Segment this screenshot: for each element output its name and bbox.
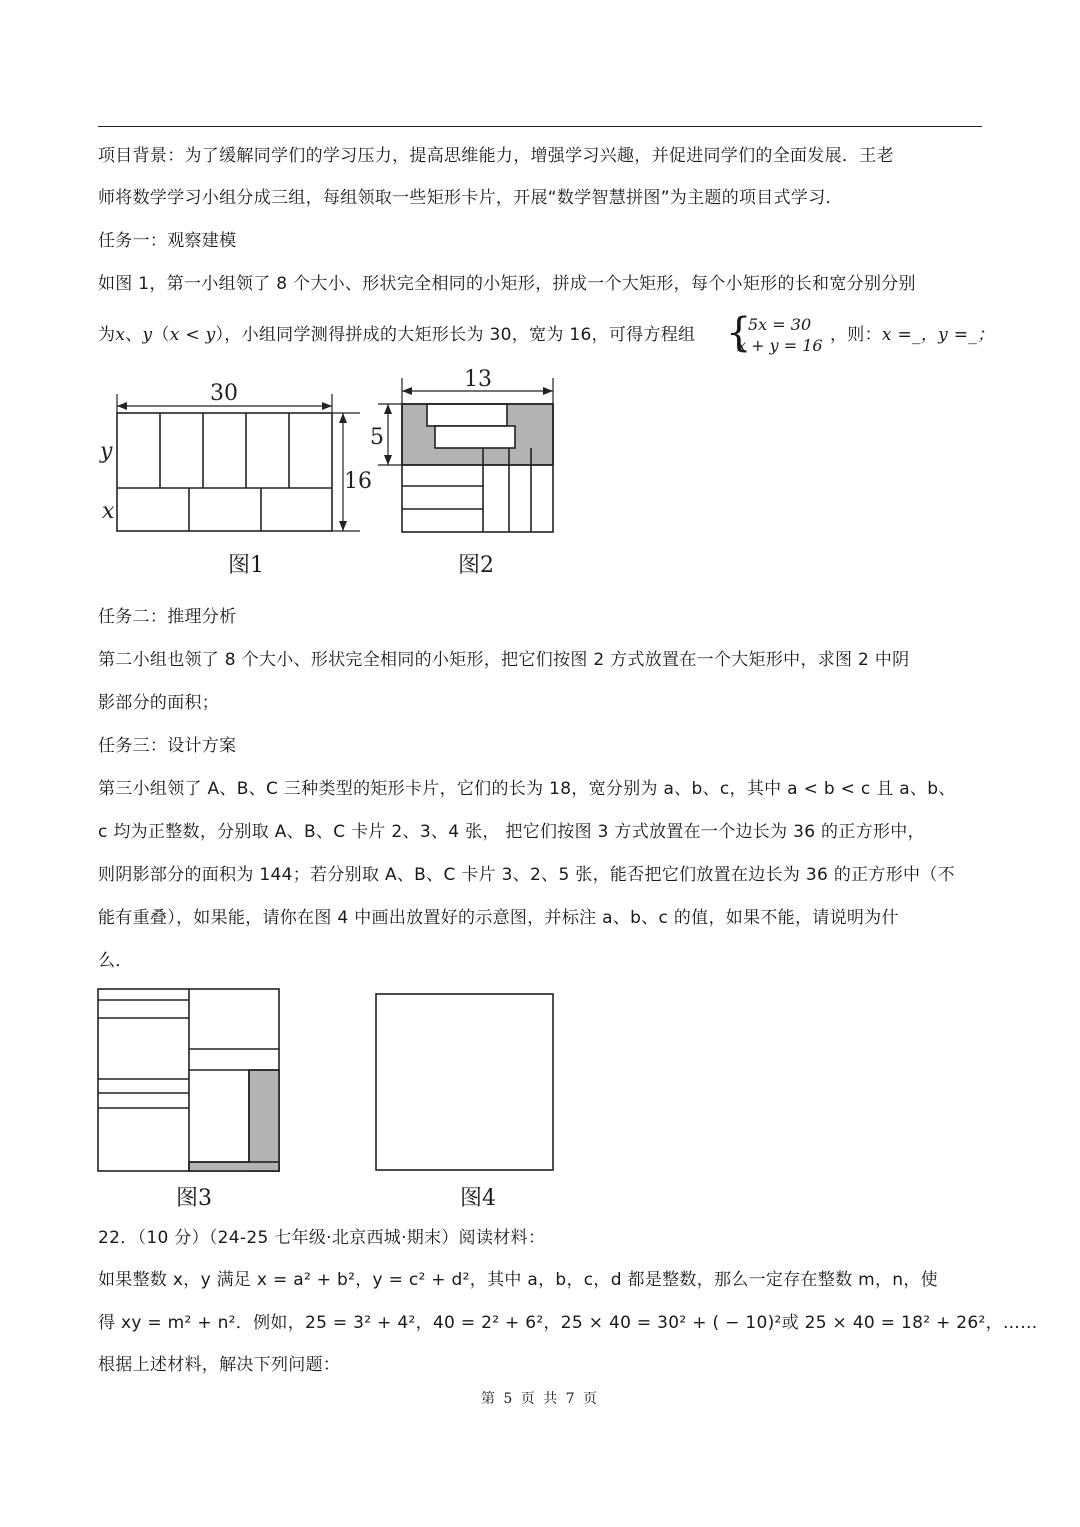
paragraph-task1-2: 为x、y（x < y），小组同学测得拼成的大矩形长为 30，宽为 16，可得方程组 [98, 325, 696, 345]
paragraph-task1-1: 如图 1，第一小组领了 8 个大小、形状完全相同的小矩形，拼成一个大矩形，每个小矩形的长和宽分别分别 [98, 274, 916, 294]
figure-4 [374, 992, 556, 1172]
fig4-caption: 图4 [460, 1186, 496, 1211]
fig1-x-label: x [102, 499, 115, 524]
fig1-outer-rect [117, 413, 332, 531]
paragraph-task2-2: 影部分的面积； [98, 693, 220, 713]
equation-2: x + y = 16 [737, 336, 823, 355]
fig3-shaded-right [249, 1070, 279, 1171]
fig1-height-label: 16 [344, 469, 372, 494]
fig2-height-label: 5 [370, 425, 384, 450]
page-footer: 第 5 页 共 7 页 [480, 1391, 600, 1407]
figure-3 [96, 986, 282, 1176]
answer-blanks: ，则：x =_，y =_； [830, 325, 995, 345]
paragraph-task3-5: 么． [98, 951, 133, 971]
question-22-title: 22．（10 分）（24-25 七年级·北京西城·期末）阅读材料： [98, 1228, 546, 1248]
system-brace: { [726, 310, 752, 356]
paragraph-q22-2: 得 xy = m² + n²．例如，25 = 3² + 4²，40 = 2² + 6²，25 × 40 = 30² + ( − 10)²或 25 × 40 = 18² + 26²，…… [98, 1313, 1038, 1333]
paragraph-q22-1: 如果整数 x，y 满足 x = a² + b²，y = c² + d²，其中 a，b，c，d 都是整数，那么一定存在整数 m，n，使 [98, 1270, 938, 1290]
paragraph-task3-3: 则阴影部分的面积为 144；若分别取 A、B、C 卡片 3、2、5 张，能否把它们放置在边长为 36 的正方形中（不 [98, 865, 955, 885]
fig3-caption: 图3 [176, 1186, 212, 1211]
task1-title: 任务一：观察建模 [98, 231, 237, 251]
fig1-y-label: y [100, 439, 113, 464]
equation-system [728, 314, 823, 356]
equation-1: 5x = 30 [748, 315, 812, 334]
fig3-shaded-bottom [189, 1162, 279, 1171]
fig2-caption: 图2 [458, 553, 494, 578]
paragraph-task3-1: 第三小组领了 A、B、C 三种类型的矩形卡片，它们的长为 18，宽分别为 a、b、c，其中 a < b < c 且 a、b、 [98, 779, 956, 799]
fig2-width-label: 13 [464, 367, 492, 392]
fig1-width-label: 30 [210, 381, 238, 406]
task2-title: 任务二：推理分析 [98, 607, 237, 627]
header-rule [98, 126, 982, 127]
paragraph-task2-1: 第二小组也领了 8 个大小、形状完全相同的小矩形，把它们按图 2 方式放置在一个大矩形中，求图 2 中阴 [98, 650, 910, 670]
paragraph-q22-3: 根据上述材料，解决下列问题： [98, 1355, 341, 1375]
fig4-blank-square [376, 994, 553, 1170]
fig1-caption: 图1 [228, 553, 264, 578]
task3-title: 任务三：设计方案 [98, 736, 237, 756]
paragraph-task3-2: c 均为正整数，分别取 A、B、C 卡片 2、3、4 张， 把它们按图 3 方式放置在一个边长为 36 的正方形中， [98, 822, 925, 842]
paragraph-task3-4: 能有重叠），如果能，请你在图 4 中画出放置好的示意图，并标注 a、b、c 的值，如果不能，请说明为什 [98, 908, 899, 928]
paragraph-background-1: 项目背景：为了缓解同学们的学习压力，提高思维能力，增强学习兴趣，并促进同学们的全面发展．王老 [98, 146, 894, 166]
paragraph-background-2: 师将数学学习小组分成三组，每组领取一些矩形卡片，开展“数学智慧拼图”为主题的项目式学习． [98, 188, 843, 208]
